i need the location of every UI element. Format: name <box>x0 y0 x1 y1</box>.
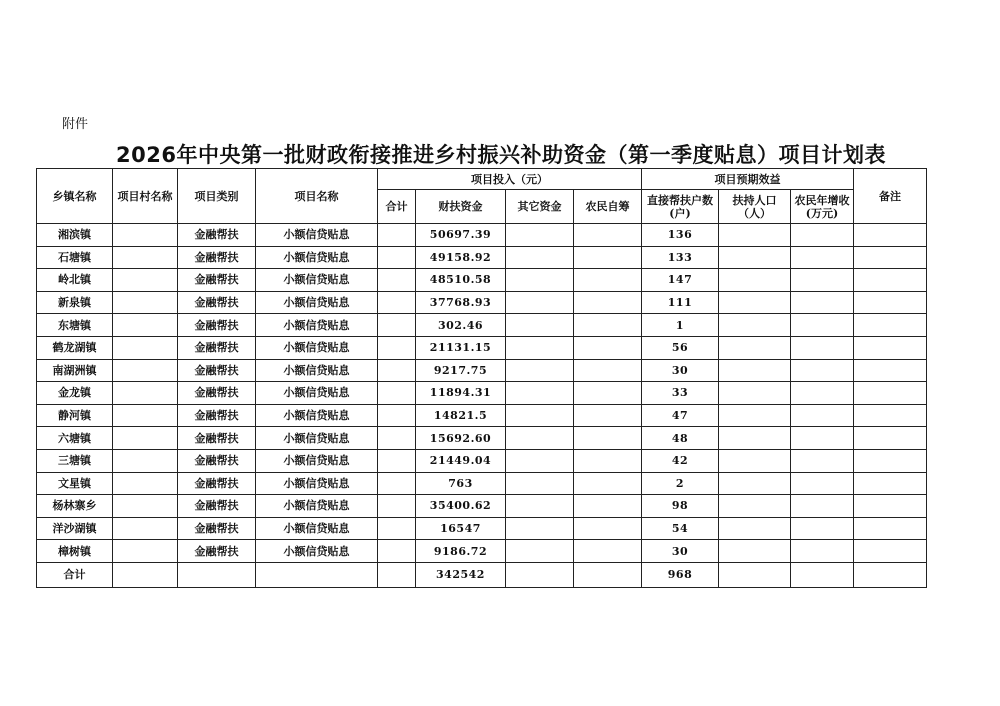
cell-remarks <box>854 314 927 337</box>
cell-population <box>719 449 791 472</box>
total-village <box>113 562 178 587</box>
cell-remarks <box>854 224 927 247</box>
cell-other-fund <box>506 359 574 382</box>
cell-households: 33 <box>642 382 719 405</box>
cell-subtotal <box>378 427 416 450</box>
cell-project-name: 小额信贷贴息 <box>256 427 378 450</box>
cell-other-fund <box>506 540 574 563</box>
cell-population <box>719 291 791 314</box>
cell-remarks <box>854 269 927 292</box>
cell-project-name: 小额信贷贴息 <box>256 382 378 405</box>
cell-farmer-self <box>574 472 642 495</box>
table-row <box>37 472 927 495</box>
cell-other-fund <box>506 427 574 450</box>
header-supported-population: 扶持人口（人） <box>719 190 791 224</box>
table-row <box>37 404 927 427</box>
cell-subtotal <box>378 359 416 382</box>
cell-project-name: 小额信贷贴息 <box>256 359 378 382</box>
cell-farmer-self <box>574 246 642 269</box>
cell-farmer-self <box>574 382 642 405</box>
cell-population <box>719 382 791 405</box>
cell-township: 金龙镇 <box>37 382 113 405</box>
cell-village <box>113 359 178 382</box>
cell-village <box>113 269 178 292</box>
project-plan-table <box>36 168 927 588</box>
cell-project-name: 小额信贷贴息 <box>256 540 378 563</box>
cell-village <box>113 382 178 405</box>
total-category <box>178 562 256 587</box>
cell-project-name: 小额信贷贴息 <box>256 449 378 472</box>
cell-subtotal <box>378 314 416 337</box>
total-label: 合计 <box>37 562 113 587</box>
table-row <box>37 382 927 405</box>
cell-other-fund <box>506 224 574 247</box>
cell-income <box>791 427 854 450</box>
total-remarks <box>854 562 927 587</box>
cell-remarks <box>854 404 927 427</box>
cell-population <box>719 359 791 382</box>
cell-households: 30 <box>642 540 719 563</box>
cell-farmer-self <box>574 404 642 427</box>
cell-subtotal <box>378 404 416 427</box>
cell-category: 金融帮扶 <box>178 427 256 450</box>
cell-village <box>113 517 178 540</box>
table-row <box>37 224 927 247</box>
cell-poverty-fund: 49158.92 <box>416 246 506 269</box>
total-subtotal <box>378 562 416 587</box>
cell-households: 133 <box>642 246 719 269</box>
header-category: 项目类别 <box>178 169 256 224</box>
cell-other-fund <box>506 517 574 540</box>
cell-subtotal <box>378 336 416 359</box>
total-population <box>719 562 791 587</box>
cell-other-fund <box>506 246 574 269</box>
cell-remarks <box>854 472 927 495</box>
cell-other-fund <box>506 472 574 495</box>
cell-population <box>719 540 791 563</box>
cell-farmer-self <box>574 359 642 382</box>
cell-farmer-self <box>574 427 642 450</box>
cell-category: 金融帮扶 <box>178 314 256 337</box>
cell-township: 六塘镇 <box>37 427 113 450</box>
cell-households: 54 <box>642 517 719 540</box>
cell-project-name: 小额信贷贴息 <box>256 291 378 314</box>
cell-farmer-self <box>574 224 642 247</box>
table-row <box>37 246 927 269</box>
cell-remarks <box>854 336 927 359</box>
cell-project-name: 小额信贷贴息 <box>256 269 378 292</box>
cell-population <box>719 314 791 337</box>
cell-poverty-fund: 14821.5 <box>416 404 506 427</box>
cell-category: 金融帮扶 <box>178 382 256 405</box>
total-row <box>37 562 927 587</box>
cell-other-fund <box>506 382 574 405</box>
cell-other-fund <box>506 495 574 518</box>
header-income-increase: 农民年增收(万元) <box>791 190 854 224</box>
cell-township: 樟树镇 <box>37 540 113 563</box>
cell-subtotal <box>378 246 416 269</box>
cell-farmer-self <box>574 269 642 292</box>
cell-poverty-fund: 35400.62 <box>416 495 506 518</box>
cell-other-fund <box>506 404 574 427</box>
cell-village <box>113 404 178 427</box>
cell-households: 48 <box>642 427 719 450</box>
cell-farmer-self <box>574 336 642 359</box>
cell-households: 47 <box>642 404 719 427</box>
cell-population <box>719 224 791 247</box>
cell-income <box>791 517 854 540</box>
table-row <box>37 427 927 450</box>
cell-township: 洋沙湖镇 <box>37 517 113 540</box>
cell-village <box>113 427 178 450</box>
cell-category: 金融帮扶 <box>178 517 256 540</box>
cell-income <box>791 246 854 269</box>
cell-population <box>719 495 791 518</box>
cell-other-fund <box>506 449 574 472</box>
total-project-name <box>256 562 378 587</box>
cell-income <box>791 495 854 518</box>
cell-township: 湘滨镇 <box>37 224 113 247</box>
cell-category: 金融帮扶 <box>178 359 256 382</box>
cell-township: 杨林寨乡 <box>37 495 113 518</box>
cell-poverty-fund: 16547 <box>416 517 506 540</box>
cell-poverty-fund: 763 <box>416 472 506 495</box>
cell-village <box>113 314 178 337</box>
cell-subtotal <box>378 495 416 518</box>
cell-income <box>791 291 854 314</box>
cell-households: 147 <box>642 269 719 292</box>
cell-income <box>791 472 854 495</box>
total-other-fund <box>506 562 574 587</box>
cell-farmer-self <box>574 495 642 518</box>
cell-poverty-fund: 50697.39 <box>416 224 506 247</box>
cell-households: 111 <box>642 291 719 314</box>
cell-township: 文星镇 <box>37 472 113 495</box>
table-row <box>37 449 927 472</box>
cell-project-name: 小额信贷贴息 <box>256 495 378 518</box>
cell-population <box>719 269 791 292</box>
cell-remarks <box>854 449 927 472</box>
cell-population <box>719 427 791 450</box>
total-income <box>791 562 854 587</box>
cell-poverty-fund: 21131.15 <box>416 336 506 359</box>
cell-project-name: 小额信贷贴息 <box>256 404 378 427</box>
cell-project-name: 小额信贷贴息 <box>256 314 378 337</box>
cell-other-fund <box>506 336 574 359</box>
cell-poverty-fund: 37768.93 <box>416 291 506 314</box>
cell-category: 金融帮扶 <box>178 472 256 495</box>
cell-remarks <box>854 540 927 563</box>
cell-other-fund <box>506 314 574 337</box>
cell-income <box>791 224 854 247</box>
cell-income <box>791 314 854 337</box>
attachment-label: 附件 <box>62 117 89 132</box>
cell-poverty-fund: 9186.72 <box>416 540 506 563</box>
cell-income <box>791 540 854 563</box>
table-row <box>37 359 927 382</box>
cell-households: 98 <box>642 495 719 518</box>
table-row <box>37 540 927 563</box>
cell-village <box>113 336 178 359</box>
header-poverty-fund: 财扶资金 <box>416 190 506 224</box>
cell-project-name: 小额信贷贴息 <box>256 336 378 359</box>
cell-population <box>719 472 791 495</box>
cell-township: 静河镇 <box>37 404 113 427</box>
cell-farmer-self <box>574 291 642 314</box>
cell-category: 金融帮扶 <box>178 269 256 292</box>
header-other-fund: 其它资金 <box>506 190 574 224</box>
cell-poverty-fund: 302.46 <box>416 314 506 337</box>
cell-village <box>113 495 178 518</box>
cell-subtotal <box>378 224 416 247</box>
cell-category: 金融帮扶 <box>178 246 256 269</box>
header-village: 项目村名称 <box>113 169 178 224</box>
cell-income <box>791 404 854 427</box>
cell-poverty-fund: 48510.58 <box>416 269 506 292</box>
cell-category: 金融帮扶 <box>178 540 256 563</box>
cell-population <box>719 517 791 540</box>
table-row <box>37 314 927 337</box>
cell-income <box>791 336 854 359</box>
cell-village <box>113 246 178 269</box>
header-farmer-self: 农民自筹 <box>574 190 642 224</box>
header-investment-group: 项目投入（元） <box>378 169 642 190</box>
cell-village <box>113 291 178 314</box>
cell-income <box>791 449 854 472</box>
table-body <box>37 224 927 563</box>
header-direct-households: 直接帮扶户数(户) <box>642 190 719 224</box>
cell-households: 1 <box>642 314 719 337</box>
cell-township: 鹤龙湖镇 <box>37 336 113 359</box>
cell-other-fund <box>506 291 574 314</box>
cell-township: 岭北镇 <box>37 269 113 292</box>
cell-poverty-fund: 9217.75 <box>416 359 506 382</box>
cell-poverty-fund: 21449.04 <box>416 449 506 472</box>
header-subtotal: 合计 <box>378 190 416 224</box>
cell-population <box>719 246 791 269</box>
cell-remarks <box>854 427 927 450</box>
cell-subtotal <box>378 540 416 563</box>
cell-township: 南湖洲镇 <box>37 359 113 382</box>
header-benefit-group: 项目预期效益 <box>642 169 854 190</box>
cell-village <box>113 472 178 495</box>
cell-income <box>791 359 854 382</box>
cell-remarks <box>854 246 927 269</box>
header-project-name: 项目名称 <box>256 169 378 224</box>
cell-population <box>719 404 791 427</box>
cell-subtotal <box>378 382 416 405</box>
cell-category: 金融帮扶 <box>178 224 256 247</box>
cell-subtotal <box>378 517 416 540</box>
cell-other-fund <box>506 269 574 292</box>
cell-village <box>113 540 178 563</box>
cell-category: 金融帮扶 <box>178 336 256 359</box>
cell-households: 30 <box>642 359 719 382</box>
table-row <box>37 291 927 314</box>
document-title: 2026年中央第一批财政衔接推进乡村振兴补助资金（第一季度贴息）项目计划表 <box>116 143 886 167</box>
cell-project-name: 小额信贷贴息 <box>256 472 378 495</box>
cell-households: 136 <box>642 224 719 247</box>
cell-township: 石塘镇 <box>37 246 113 269</box>
table-row <box>37 517 927 540</box>
cell-subtotal <box>378 269 416 292</box>
cell-subtotal <box>378 291 416 314</box>
cell-project-name: 小额信贷贴息 <box>256 517 378 540</box>
cell-village <box>113 224 178 247</box>
cell-remarks <box>854 291 927 314</box>
cell-farmer-self <box>574 314 642 337</box>
cell-poverty-fund: 11894.31 <box>416 382 506 405</box>
cell-households: 42 <box>642 449 719 472</box>
total-poverty-fund: 342542 <box>416 562 506 587</box>
cell-project-name: 小额信贷贴息 <box>256 224 378 247</box>
cell-project-name: 小额信贷贴息 <box>256 246 378 269</box>
cell-population <box>719 336 791 359</box>
table-row <box>37 336 927 359</box>
cell-farmer-self <box>574 517 642 540</box>
cell-poverty-fund: 15692.60 <box>416 427 506 450</box>
header-remarks: 备注 <box>854 169 927 224</box>
cell-category: 金融帮扶 <box>178 495 256 518</box>
table-row <box>37 495 927 518</box>
cell-remarks <box>854 495 927 518</box>
cell-village <box>113 449 178 472</box>
header-township: 乡镇名称 <box>37 169 113 224</box>
cell-remarks <box>854 382 927 405</box>
cell-households: 56 <box>642 336 719 359</box>
cell-category: 金融帮扶 <box>178 449 256 472</box>
cell-income <box>791 269 854 292</box>
cell-township: 东塘镇 <box>37 314 113 337</box>
cell-remarks <box>854 517 927 540</box>
cell-township: 新泉镇 <box>37 291 113 314</box>
total-households: 968 <box>642 562 719 587</box>
cell-township: 三塘镇 <box>37 449 113 472</box>
cell-households: 2 <box>642 472 719 495</box>
cell-subtotal <box>378 449 416 472</box>
cell-farmer-self <box>574 449 642 472</box>
cell-remarks <box>854 359 927 382</box>
table-row <box>37 269 927 292</box>
total-farmer-self <box>574 562 642 587</box>
cell-category: 金融帮扶 <box>178 404 256 427</box>
cell-subtotal <box>378 472 416 495</box>
cell-category: 金融帮扶 <box>178 291 256 314</box>
cell-farmer-self <box>574 540 642 563</box>
cell-income <box>791 382 854 405</box>
